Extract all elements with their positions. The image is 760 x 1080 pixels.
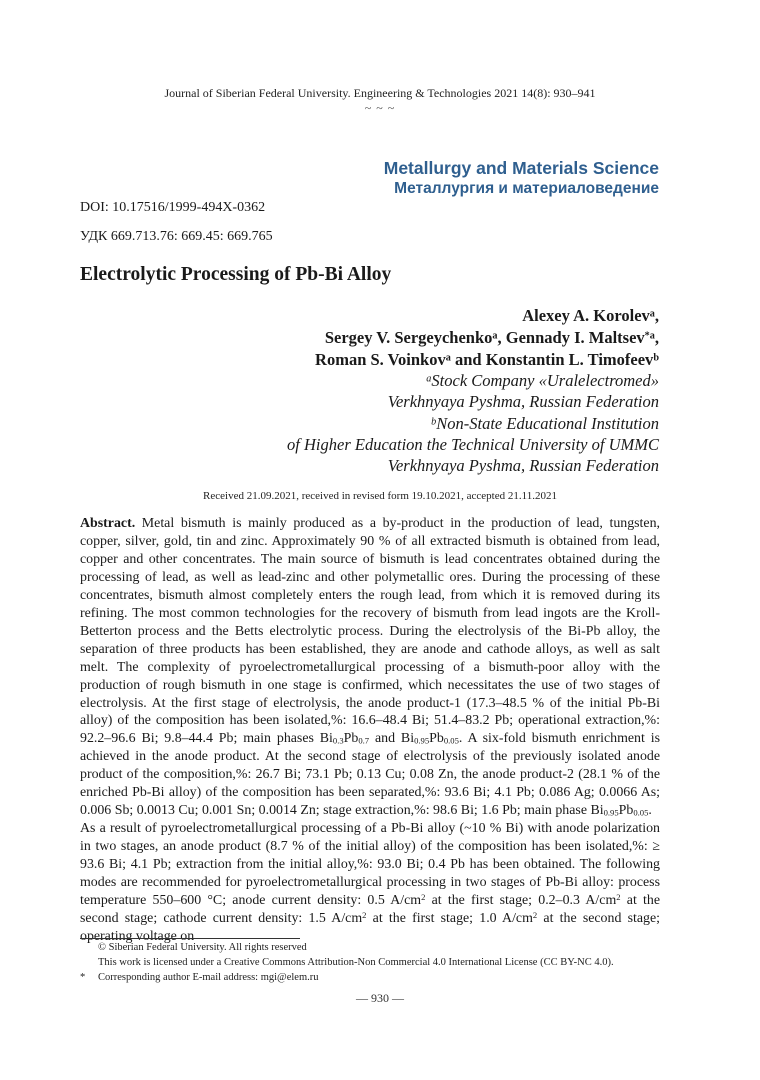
- author-name: Gennady I. Maltsev: [505, 328, 645, 347]
- footnote-copyright: © Siberian Federal University. All rights reserved: [98, 942, 307, 953]
- affiliation-mark: a: [445, 352, 451, 364]
- author-line-1: Alexey A. Korolev$^a$,: [522, 306, 659, 325]
- affiliation-mark: a: [426, 373, 432, 385]
- page-number: — 930 —: [356, 991, 404, 1005]
- footnote-corresponding: [80, 972, 319, 983]
- affiliation-name: Stock Company «Uralelectromed»: [431, 371, 659, 390]
- affiliation-b-location: Verkhnyaya Pyshma, Russian Federation: [387, 456, 659, 476]
- subscript: 0.95: [603, 807, 619, 818]
- abstract-text: at the second stage; operating voltage on: [80, 910, 660, 944]
- affiliation-mark: a: [492, 330, 498, 342]
- subscript: 0.05: [443, 736, 459, 747]
- superscript: 2: [616, 892, 621, 903]
- affiliation-b: [287, 413, 659, 434]
- section-title-ru: Металлургия и материаловедение: [394, 180, 659, 197]
- superscript: 2: [532, 910, 538, 921]
- affiliation-mark: b: [653, 352, 659, 364]
- author-conjunction: and: [454, 350, 482, 369]
- author-name: Roman S. Voinkov: [315, 350, 446, 369]
- journal-header: Journal of Siberian Federal University. Engineering & Technologies 2021 14(8): 930–941: [164, 86, 596, 100]
- author-list: [315, 305, 659, 371]
- affiliation-mark: a: [649, 308, 655, 320]
- superscript: 2: [362, 910, 367, 921]
- abstract-text: . A six-fold bismuth enrichment is achieved in the anode product. At the second stage of electrolysis of the previously isolated anode product of the composition,%: 26.7 Bi; 73.1 Pb; 0.13 Cu; 0.08 Zn, the anode product-2 (28.1 % of the enriched Pb-Bi alloy) of the composition has been separated,%: 93.6 Bi; 4.1 Pb; 0.086 Ag; 0.0066 As; 0.006 Sb; 0.0013 Cu; 0.001 Sn; 0.0014 Zn; stage extraction,%: 98.6 Bi; 1.6 Pb; main phase Bi: [80, 731, 660, 819]
- abstract-text: Pb: [343, 731, 359, 747]
- affiliation-b-line2: of Higher Education the Technical University of UMMC: [287, 434, 659, 454]
- subscript: 0.95: [414, 736, 430, 747]
- author-name: Konstantin L. Timofeev: [485, 350, 654, 369]
- affiliation-a-location: Verkhnyaya Pyshma, Russian Federation: [387, 392, 659, 412]
- abstract-text: Pb: [429, 731, 444, 747]
- footnote-star: *: [80, 972, 86, 983]
- abstract-text: As a result of pyroelectrometallurgical processing of a Pb-Bi alloy (~10 % Bi) with anode polarization in two stages, an anode product (8.7 % of the initial alloy) of the composition has been isolated,%: ≥ 93.6 Bi; 4.1 Pb; extraction from the initial alloy,%: 93.0 Bi; 0.4 Pb has been obtained. The following modes are recommended for pyroelectrometallurgical processing in two stages of Pb-Bi alloy: process temperature 550–600 °C; anode current density: 0.5 A/cm: [80, 821, 660, 909]
- udk: УДК 669.713.76: 669.45: 669.765: [80, 229, 273, 244]
- header-separator: ~ ~ ~: [364, 101, 396, 115]
- affiliations: [287, 370, 659, 476]
- footnote-license: This work is licensed under a Creative Commons Attribution-Non Commercial 4.0 International License (CC BY-NC 4.0).: [98, 957, 614, 968]
- abstract-text: and Bi: [369, 731, 415, 747]
- superscript: 2: [421, 892, 426, 903]
- abstract-label: Abstract.: [80, 516, 136, 531]
- footnote-email[interactable]: Corresponding author E-mail address: mgi@elem.ru: [98, 972, 319, 983]
- abstract-text: at the first stage; 0.2–0.3 A/cm: [425, 893, 617, 909]
- author-name: Sergey V. Sergeychenko: [324, 328, 493, 347]
- received-dates: Received 21.09.2021, received in revised form 19.10.2021, accepted 21.11.2021: [203, 490, 557, 502]
- abstract-paragraph-1: [80, 515, 660, 820]
- footnote-divider: [80, 938, 300, 939]
- author-line-2: Sergey V. Sergeychenko$^a$, Gennady I. Maltsev$^{*a}$,: [324, 328, 659, 347]
- subscript: 0.3: [332, 736, 344, 747]
- affiliation-a: [287, 370, 659, 391]
- abstract-paragraph-2: [80, 820, 660, 946]
- abstract-text: at the second stage; cathode current density: 1.5 A/cm: [80, 893, 660, 926]
- section-title-en: Metallurgy and Materials Science: [383, 158, 659, 178]
- subscript: 0.05: [633, 807, 649, 818]
- affiliation-mark: b: [431, 416, 437, 427]
- author-name: Alexey A. Korolev: [522, 306, 650, 325]
- author-line-3: [315, 349, 659, 371]
- article-title: Electrolytic Processing of Pb-Bi Alloy: [80, 264, 392, 285]
- doi: DOI: 10.17516/1999-494X-0362: [80, 200, 266, 215]
- subscript: 0.7: [358, 736, 370, 747]
- abstract-text: Pb: [618, 803, 634, 819]
- abstract-text: Metal bismuth is mainly produced as a by-product in the production of lead, tungsten, copper, silver, gold, tin and zinc. Approximately 90 % of all extracted bismuth is obtained from lead, copper and other concentrates. The main source of bismuth is lead concentrates obtained during the processing of lead, as well as lead-zinc and other polymetallic ores. During the processing of these concentrates, bismuth almost completely enters the rough lead, from which it is removed during its refining. The most common technologies for the recovery of bismuth from lead ingots are the Kroll-Betterton process and the Betts electrolytic process. During the electrolysis of the Bi-Pb alloy, the separation of three products has been established, they are anode and cathode alloys, as well as salt melt. The complexity of pyroelectrometallurgical processing of a bismuth-poor alloy with the production of rough bismuth in one stage is confirmed, which necessitates the use of two stages of electrolysis. At the first stage of electrolysis, the anode product-1 (17.3–48.5 % of the initial Pb-Bi alloy) of the composition has been isolated,%: 16.6–48.4 Bi; 51.4–83.2 Pb; operational extraction,%: 92.2–96.6 Bi; 9.8–44.4 Pb; main phases Bi: [80, 516, 660, 747]
- affiliation-name: Non-State Educational Institution: [436, 413, 659, 433]
- abstract-text: .: [648, 803, 652, 819]
- affiliation-mark: *a: [644, 330, 655, 342]
- abstract-text: at the first stage; 1.0 A/cm: [366, 910, 533, 926]
- abstract: [80, 515, 660, 946]
